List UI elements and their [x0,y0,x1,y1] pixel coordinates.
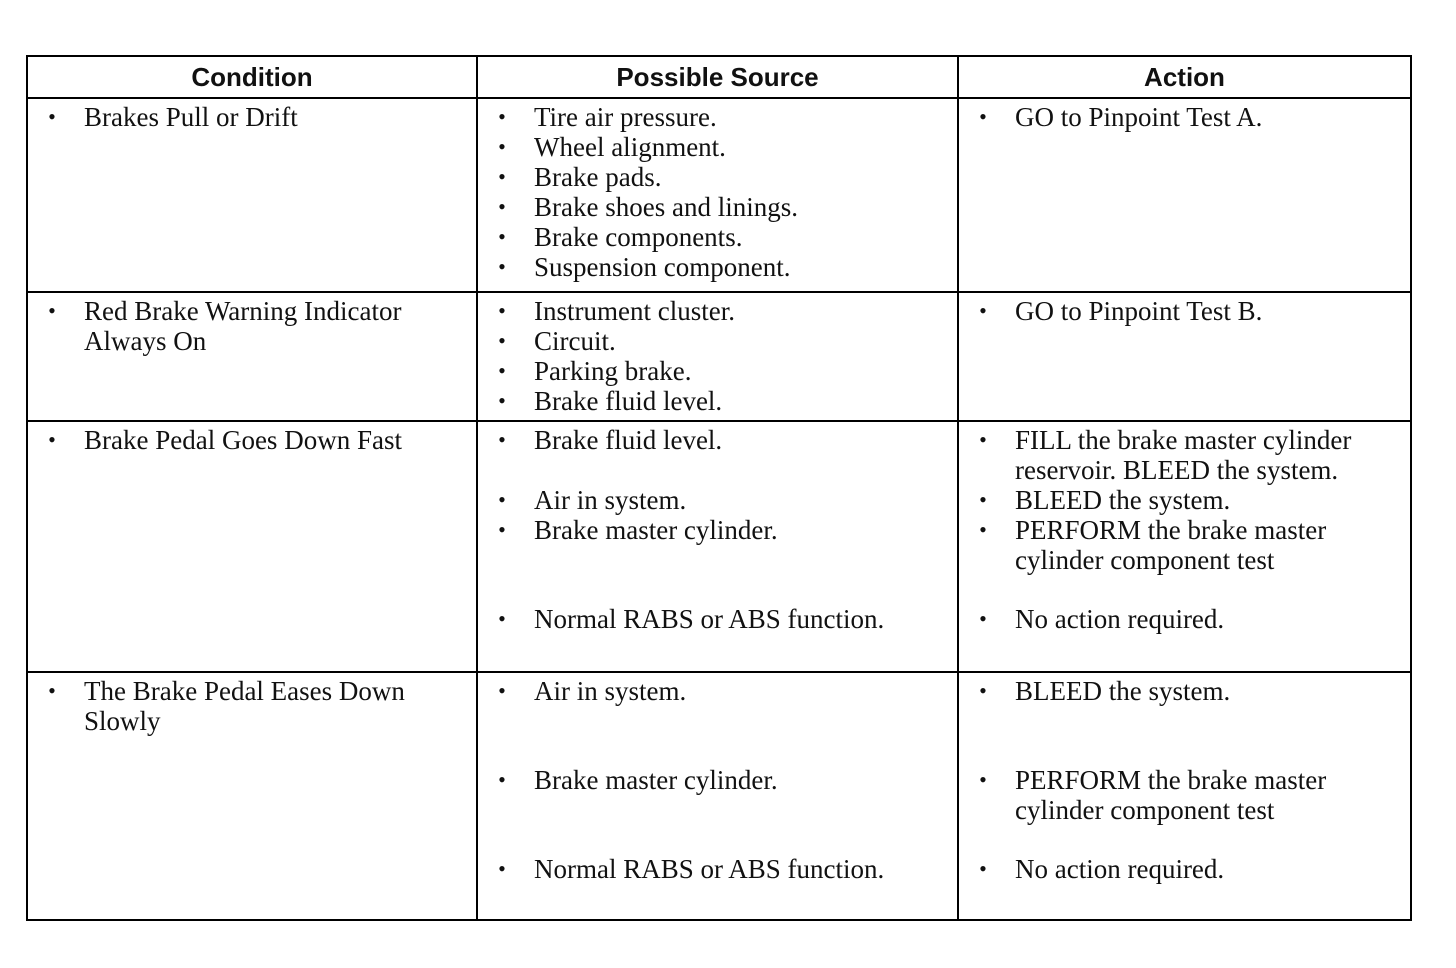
bullet: • [979,606,987,631]
list-item [478,515,957,545]
bullet: • [979,856,987,881]
source-text: Circuit. [534,326,616,356]
source-text: Air in system. [534,485,687,515]
action-text: BLEED the system. [1015,485,1231,515]
list-item [478,604,957,634]
action-text: GO to Pinpoint Test A. [1015,102,1263,132]
list-item [28,676,476,736]
source-cell [477,292,958,421]
source-text: Normal RABS or ABS function. [534,854,885,884]
list-item [478,326,957,356]
source-text: Brake master cylinder. [534,765,778,795]
brake-diagnosis-table [26,55,1412,921]
action-text: PERFORM the brake master cylinder component test [1015,765,1327,825]
condition-text: Red Brake Warning Indicator Always On [84,296,402,356]
source-text: Brake fluid level. [534,425,723,455]
table-row [27,292,1411,421]
bullet: • [48,104,56,129]
list-item [478,356,957,386]
source-text: Parking brake. [534,356,692,386]
source-text: Brake shoes and linings. [534,192,798,222]
action-cell [958,98,1411,292]
bullet: • [498,224,506,249]
action-text: BLEED the system. [1015,676,1231,706]
bullet: • [498,606,506,631]
table-row [27,98,1411,292]
list-item [478,132,957,162]
list-item [478,192,957,222]
source-text: Brake master cylinder. [534,515,778,545]
bullet: • [979,517,987,542]
table-row [27,421,1411,672]
table-row [27,672,1411,920]
action-text: GO to Pinpoint Test B. [1015,296,1263,326]
list-item [28,296,476,356]
bullet: • [979,767,987,792]
bullet: • [979,298,987,323]
bullet: • [498,678,506,703]
list-item [478,222,957,252]
condition-cell [27,672,477,920]
action-text: PERFORM the brake master cylinder component test [1015,515,1327,575]
bullet: • [979,678,987,703]
list-item [478,162,957,192]
source-text: Suspension component. [534,252,791,282]
bullet: • [498,487,506,512]
bullet: • [498,767,506,792]
condition-cell [27,421,477,672]
list-item [478,386,957,416]
list-item [959,102,1410,132]
source-text: Air in system. [534,676,687,706]
list-item [959,765,1410,825]
source-text: Brake fluid level. [534,386,723,416]
bullet: • [498,194,506,219]
condition-cell [27,292,477,421]
bullet: • [498,427,506,452]
source-text: Normal RABS or ABS function. [534,604,885,634]
bullet: • [498,298,506,323]
source-text: Wheel alignment. [534,132,726,162]
action-text: FILL the brake master cylinder reservoir. BLEED the system. [1015,425,1352,485]
list-item [478,296,957,326]
bullet: • [48,678,56,703]
condition-text: The Brake Pedal Eases Down Slowly [84,676,405,736]
source-text: Instrument cluster. [534,296,735,326]
header-possible-source: Possible Source [477,56,958,98]
action-text: No action required. [1015,854,1225,884]
list-item [959,854,1410,884]
list-item [959,425,1410,485]
bullet: • [498,388,506,413]
condition-text: Brakes Pull or Drift [84,102,298,132]
bullet: • [979,427,987,452]
header-action: Action [958,56,1411,98]
list-item [478,485,957,515]
bullet: • [48,298,56,323]
list-item [478,252,957,282]
list-item [959,485,1410,515]
bullet: • [498,328,506,353]
list-item [478,765,957,795]
bullet: • [498,358,506,383]
source-cell [477,421,958,672]
source-text: Brake pads. [534,162,662,192]
list-item [478,102,957,132]
action-text: No action required. [1015,604,1225,634]
header-condition: Condition [27,56,477,98]
source-cell [477,672,958,920]
bullet: • [979,104,987,129]
list-item [959,515,1410,575]
bullet: • [498,104,506,129]
list-item [959,296,1410,326]
bullet: • [498,517,506,542]
source-text: Brake components. [534,222,743,252]
action-cell [958,292,1411,421]
condition-text: Brake Pedal Goes Down Fast [84,425,402,455]
list-item [478,676,957,706]
bullet: • [979,487,987,512]
list-item [28,425,476,455]
condition-cell [27,98,477,292]
bullet: • [48,427,56,452]
action-cell [958,672,1411,920]
list-item [959,676,1410,706]
list-item [478,854,957,884]
bullet: • [498,254,506,279]
action-cell [958,421,1411,672]
header-row [27,56,1411,98]
list-item [478,425,957,455]
list-item [28,102,476,132]
bullet: • [498,856,506,881]
bullet: • [498,134,506,159]
bullet: • [498,164,506,189]
source-text: Tire air pressure. [534,102,717,132]
list-item [959,604,1410,634]
source-cell [477,98,958,292]
